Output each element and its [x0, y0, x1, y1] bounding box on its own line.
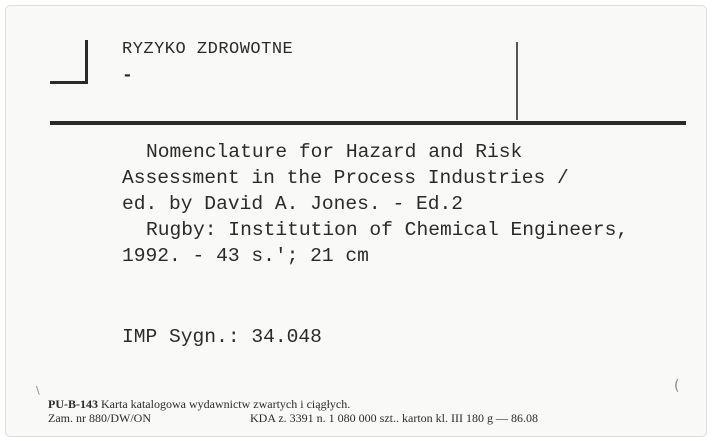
footer-line-1 — [48, 397, 350, 412]
description-line-title-cont: Assessment in the Process Industries / — [122, 167, 569, 189]
description-line-editor: ed. by David A. Jones. - Ed.2 — [122, 193, 463, 215]
pencil-tick-icon: \ — [36, 384, 40, 397]
footer-line-2 — [48, 411, 538, 426]
pencil-mark-icon: ( — [674, 378, 680, 394]
corner-bracket-horizontal — [50, 81, 88, 84]
form-code: PU-B-143 — [48, 397, 98, 411]
subject-heading: RYZYKO ZDROWOTNE — [122, 40, 294, 59]
bibliographic-description — [122, 139, 628, 269]
horizontal-rule — [50, 121, 686, 125]
order-number: Zam. nr 880/DW/ON — [48, 411, 151, 425]
catalog-card — [5, 5, 707, 437]
print-info: KDA z. 3391 n. 1 080 000 szt.. karton kl. III 180 g — 86.08 — [250, 411, 538, 425]
description-line-year-pages: 1992. - 43 s.'; 21 cm — [122, 245, 369, 267]
form-title: Karta katalogowa wydawnictw zwartych i ciągłych. — [101, 397, 351, 411]
header-divider — [516, 42, 518, 120]
corner-bracket-vertical — [85, 40, 88, 84]
subject-heading-dash: - — [122, 66, 133, 86]
description-line-title: Nomenclature for Hazard and Risk — [146, 141, 523, 163]
description-line-publisher: Rugby: Institution of Chemical Engineers, — [146, 219, 629, 241]
call-number: IMP Sygn.: 34.048 — [122, 326, 322, 348]
